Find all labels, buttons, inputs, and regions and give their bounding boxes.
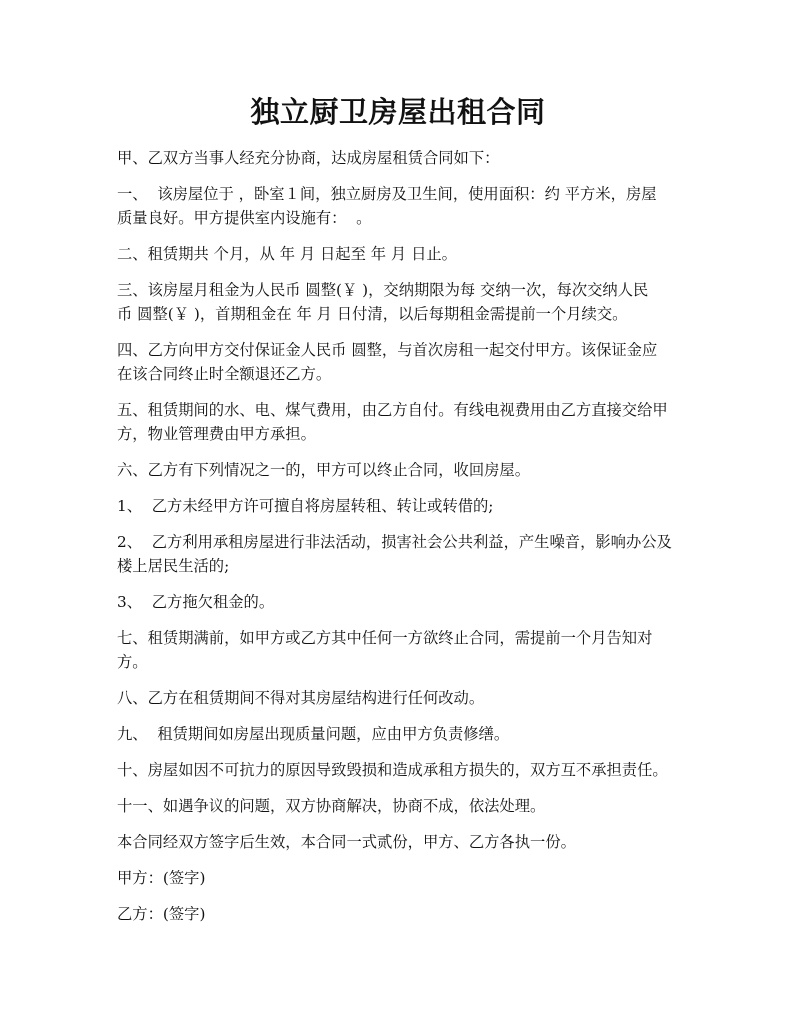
text-line: 四、乙方向甲方交付保证金人民币 圆整，与首次房租一起交付甲方。该保证金应 — [117, 341, 658, 359]
text-line: 币 圆整(￥ )，首期租金在 年 月 日付清，以后每期租金需提前一个月续交。 — [117, 305, 628, 323]
clause-2-term — [117, 242, 737, 266]
text-line: 二、租赁期共 个月，从 年 月 日起至 年 月 日止。 — [117, 245, 457, 263]
clause-11-disputes — [117, 794, 737, 818]
text-line: 3、 乙方拖欠租金的。 — [117, 593, 275, 611]
clause-10-force-majeure — [117, 758, 737, 782]
text-line: 九、 租赁期间如房屋出现质量问题，应由甲方负责修缮。 — [117, 725, 510, 743]
text-line: 方。 — [117, 653, 148, 671]
text-line: 五、租赁期间的水、电、煤气费用，由乙方自付。有线电视费用由乙方直接交给甲 — [117, 401, 668, 419]
text-line: 2、 乙方利用承租房屋进行非法活动，损害社会公共利益，产生噪音，影响办公及 — [117, 533, 672, 551]
contract-body — [117, 146, 737, 938]
clause-1-premises — [117, 182, 737, 230]
termination-item-3 — [117, 590, 737, 614]
text-line: 八、乙方在租赁期间不得对其房屋结构进行任何改动。 — [117, 689, 485, 707]
clause-6-termination — [117, 458, 737, 482]
text-line: 十、房屋如因不可抗力的原因导致毁损和造成承租方损失的，双方互不承担责任。 — [117, 761, 668, 779]
effectiveness-statement — [117, 830, 737, 854]
text-line: 甲、乙双方当事人经充分协商，达成房屋租赁合同如下： — [117, 149, 500, 167]
clause-9-repairs — [117, 722, 737, 746]
text-line: 方，物业管理费由甲方承担。 — [117, 425, 316, 443]
clause-7-early-termination — [117, 626, 737, 674]
clause-4-deposit — [117, 338, 737, 386]
text-line: 乙方：(签字) — [117, 905, 206, 923]
termination-item-1 — [117, 494, 737, 518]
text-line: 一、 该房屋位于 ，卧室１间，独立厨房及卫生间，使用面积：约 平方米，房屋 — [117, 185, 657, 203]
clause-8-no-alteration — [117, 686, 737, 710]
text-line: 1、 乙方未经甲方许可擅自将房屋转租、转让或转借的; — [117, 497, 494, 515]
document-title: 独立厨卫房屋出租合同 — [250, 95, 546, 129]
text-line: 十一、如遇争议的问题，双方协商解决，协商不成，依法处理。 — [117, 797, 546, 815]
clause-5-utilities — [117, 398, 737, 446]
text-line: 质量良好。甲方提供室内设施有： 。 — [117, 209, 372, 227]
party-a-signature — [117, 866, 737, 890]
text-line: 本合同经双方签字后生效，本合同一式贰份，甲方、乙方各执一份。 — [117, 833, 576, 851]
party-b-signature — [117, 902, 737, 926]
text-line: 三、该房屋月租金为人民币 圆整(￥ )，交纳期限为每 交纳一次，每次交纳人民 — [117, 281, 649, 299]
preamble — [117, 146, 737, 170]
text-line: 在该合同终止时全额退还乙方。 — [117, 365, 332, 383]
text-line: 七、租赁期满前，如甲方或乙方其中任何一方欲终止合同，需提前一个月告知对 — [117, 629, 653, 647]
clause-3-rent — [117, 278, 737, 326]
text-line: 六、乙方有下列情况之一的，甲方可以终止合同，收回房屋。 — [117, 461, 531, 479]
text-line: 甲方：(签字) — [117, 869, 206, 887]
text-line: 楼上居民生活的; — [117, 557, 230, 575]
termination-item-2 — [117, 530, 737, 578]
